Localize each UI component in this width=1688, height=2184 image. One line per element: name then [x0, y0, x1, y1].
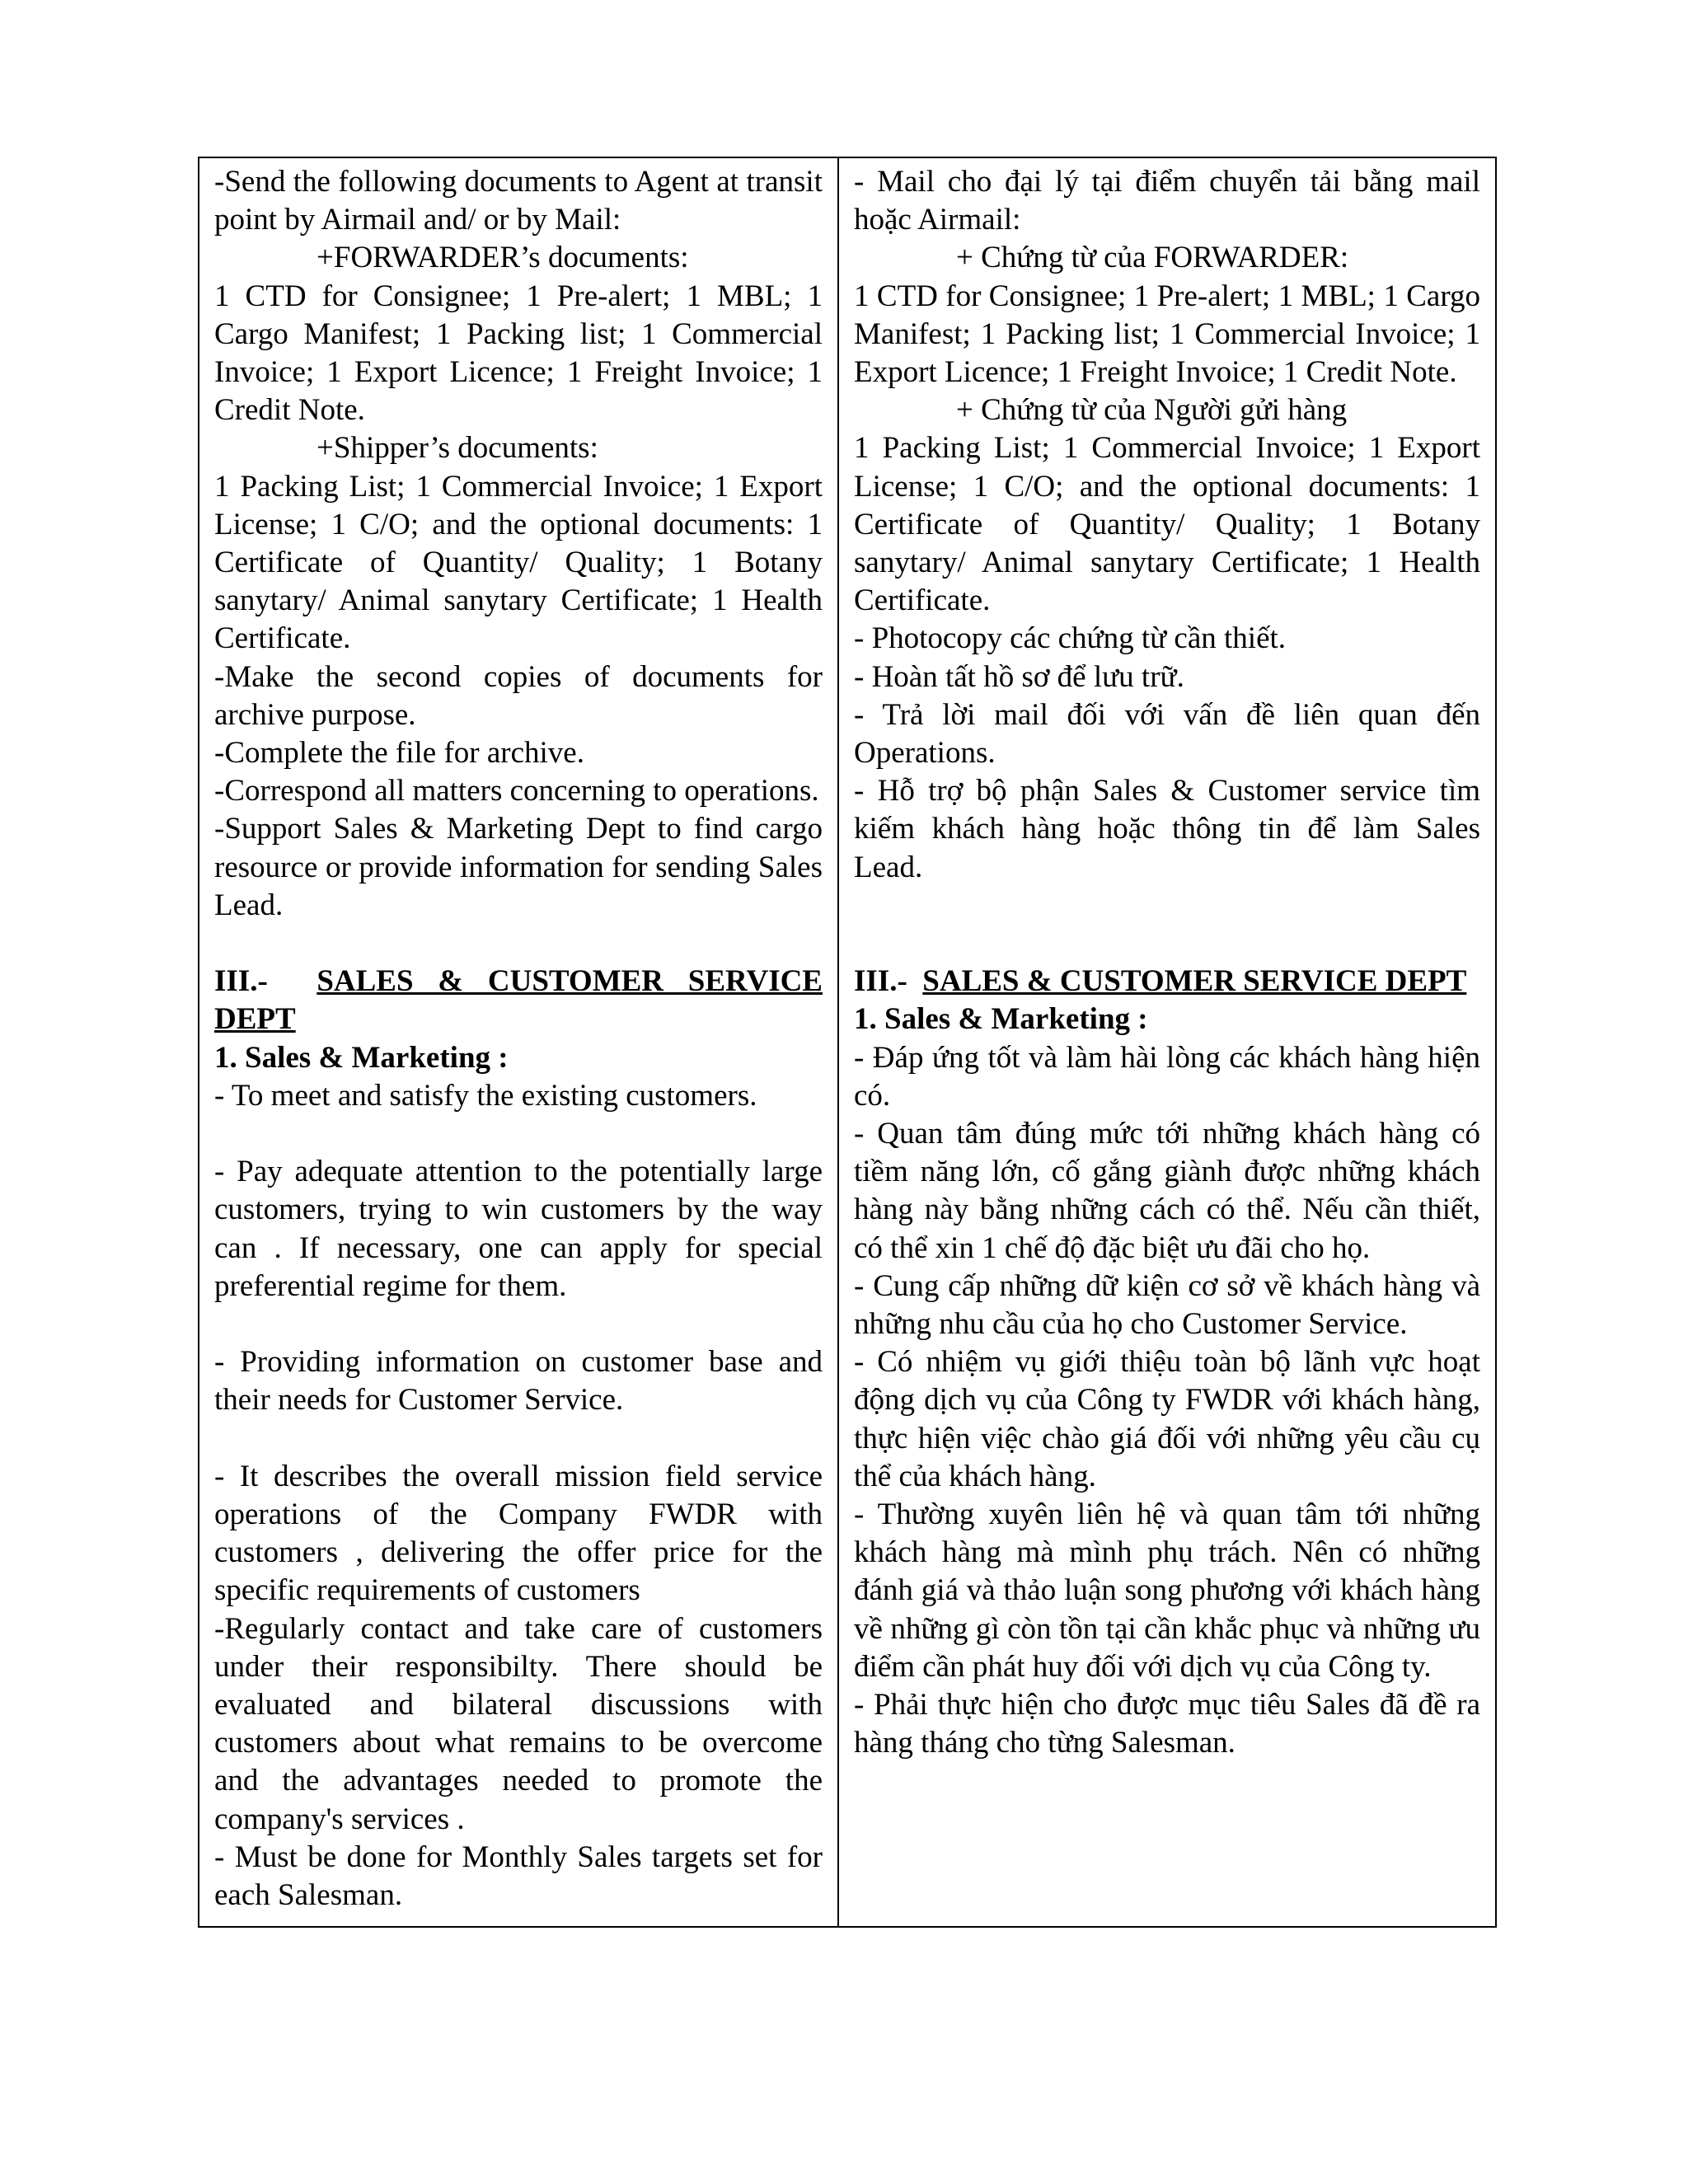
paragraph: 1 CTD for Consignee; 1 Pre-alert; 1 MBL; 1 Cargo Manifest; 1 Packing list; 1 Commercial Invoice; 1 Export Licence; 1 Freight Invoice; 1 Credit Note. — [854, 279, 1480, 390]
paragraph: - Thường xuyên liên hệ và quan tâm tới những khách hàng mà mình phụ trách. Nên có những đánh giá và thảo luận song phương với khách hàng về những gì còn tồn tại cần khắc phục và những ưu điểm cần phát huy đối với dịch vụ của Công ty. — [854, 1497, 1480, 1684]
table-row — [199, 157, 1496, 1927]
english-column — [199, 157, 838, 1927]
paragraph: -Support Sales & Marketing Dept to find cargo resource or provide information for sending Sales Lead. — [214, 812, 823, 922]
subsection-heading: 1. Sales & Marketing : — [214, 1040, 509, 1075]
paragraph: -Make the second copies of documents for archive purpose. — [214, 659, 823, 732]
paragraph: -Correspond all matters concerning to operations. — [214, 774, 819, 808]
paragraph: - Phải thực hiện cho được mục tiêu Sales đã đề ra hàng tháng cho từng Salesman. — [854, 1688, 1480, 1760]
section-heading — [214, 963, 823, 1038]
paragraph: + Chứng từ của Người gửi hàng — [956, 393, 1348, 428]
paragraph: 1 Packing List; 1 Commercial Invoice; 1 Export License; 1 C/O; and the optional documents: 1 Certificate of Quantity/ Quality; 1 Botany sanytary/ Animal sanytary Certificate; 1 Health Certificate. — [854, 431, 1480, 618]
paragraph: + Chứng từ của FORWARDER: — [956, 241, 1349, 275]
paragraph: - It describes the overall mission field service operations of the Company FWDR with customers , delivering the offer price for the specific requirements of customers — [214, 1459, 823, 1608]
paragraph: - Trả lời mail đối với vấn đề liên quan đến Operations. — [854, 697, 1480, 771]
paragraph: - Cung cấp những dữ kiện cơ sở về khách hàng và những nhu cầu của họ cho Customer Service. — [854, 1268, 1480, 1342]
paragraph: - Pay adequate attention to the potentially large customers, trying to win customers by the way can . If necessary, one can apply for special preferential regime for them. — [214, 1155, 823, 1303]
paragraph: - To meet and satisfy the existing customers. — [214, 1078, 757, 1113]
paragraph: - Photocopy các chứng từ cần thiết. — [854, 621, 1287, 656]
subsection-heading: 1. Sales & Marketing : — [854, 1002, 1148, 1037]
paragraph: - Must be done for Monthly Sales targets set for each Salesman. — [214, 1840, 823, 1913]
section-number: III.- — [214, 964, 268, 999]
paragraph: 1 Packing List; 1 Commercial Invoice; 1 Export License; 1 C/O; and the optional documents: 1 Certificate of Quantity/ Quality; 1 Botany sanytary/ Animal sanytary Certificate; 1 Health Certificate. — [214, 469, 823, 656]
paragraph: - Đáp ứng tốt và làm hài lòng các khách hàng hiện có. — [854, 1040, 1480, 1113]
paragraph: 1 CTD for Consignee; 1 Pre-alert; 1 MBL; 1 Cargo Manifest; 1 Packing list; 1 Commercial Invoice; 1 Export Licence; 1 Freight Invoice; 1 Credit Note. — [214, 279, 823, 428]
paragraph: - Hoàn tất hồ sơ để lưu trữ. — [854, 659, 1184, 694]
section-title: SALES & CUSTOMER SERVICE DEPT — [214, 964, 823, 1037]
paragraph: +Shipper’s documents: — [316, 431, 598, 466]
paragraph: - Mail cho đại lý tại điểm chuyển tải bằng mail hoặc Airmail: — [854, 165, 1480, 237]
bilingual-table — [198, 157, 1497, 1928]
paragraph: -Send the following documents to Agent at transit point by Airmail and/ or by Mail: — [214, 165, 823, 237]
paragraph: - Providing information on customer base and their needs for Customer Service. — [214, 1345, 823, 1418]
paragraph: - Hỗ trợ bộ phận Sales & Customer service tìm kiếm khách hàng hoặc thông tin để làm Sales Lead. — [854, 774, 1480, 884]
paragraph: - Quan tâm đúng mức tới những khách hàng có tiềm năng lớn, cố gắng giành được những khách hàng này bằng những cách có thể. Nếu cần thiết, có thể xin 1 chế độ đặc biệt ưu đãi cho họ. — [854, 1117, 1480, 1265]
section-number: III.- — [854, 964, 907, 999]
section-heading — [854, 963, 1480, 1001]
paragraph: - Có nhiệm vụ giới thiệu toàn bộ lãnh vực hoạt động dịch vụ của Công ty FWDR với khách hàng, thực hiện việc chào giá đối với những yêu cầu cụ thể của khách hàng. — [854, 1345, 1480, 1493]
section-title: SALES & CUSTOMER SERVICE DEPT — [922, 964, 1467, 999]
vietnamese-column — [838, 157, 1496, 1927]
paragraph: -Regularly contact and take care of customers under their responsibilty. There should be evaluated and bilateral discussions with customers about what remains to be overcome and the advantages needed to promote the company's services . — [214, 1611, 823, 1836]
paragraph: +FORWARDER’s documents: — [316, 241, 689, 275]
paragraph: -Complete the file for archive. — [214, 736, 584, 771]
